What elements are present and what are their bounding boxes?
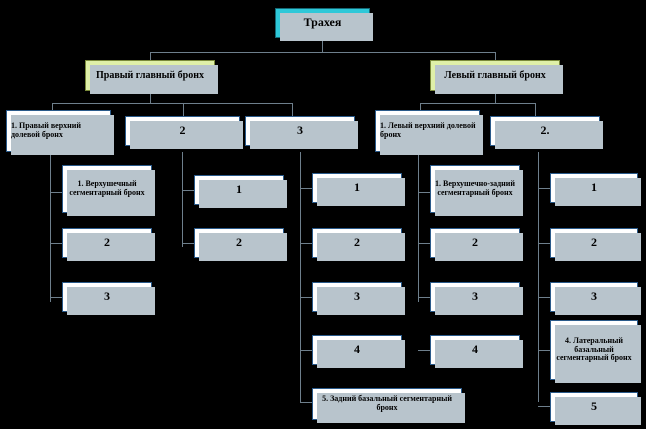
connector-r1-seg3 [50,297,62,298]
node-seg-r3-1-label: 1 [354,180,360,195]
node-seg-l1-3-label: 3 [472,289,478,304]
node-left-main-bronchus-label: Левый главный бронх [444,69,546,81]
node-seg-r3-3[interactable] [312,282,402,312]
connector-l2-seg2 [538,243,550,244]
connector-l1-seg3 [418,297,430,298]
node-seg-r3-5-label: 5. Задний базальный сегментарный бронх [322,394,452,412]
node-seg-r3-2[interactable] [312,228,402,258]
node-seg-l1-4[interactable] [430,335,520,365]
node-right-lobar-2-label: 2 [179,123,186,138]
node-trachea[interactable] [275,8,370,38]
node-seg-r2-2[interactable] [194,228,284,258]
connector-l1-seg4 [418,350,430,351]
connector-r3-spine [300,152,301,402]
node-seg-r3-4-label: 4 [354,342,360,357]
node-seg-l2-5-label: 5 [591,399,597,414]
connector-root-horizontal [150,52,495,53]
node-left-lobar-2[interactable] [490,116,600,146]
node-seg-r3-3-label: 3 [354,289,360,304]
node-right-lobar-1[interactable] [6,110,111,152]
node-right-lobar-3[interactable] [245,116,355,146]
node-seg-l2-3[interactable] [550,282,638,312]
connector-l2-seg1 [538,188,550,189]
connector-l1-seg1 [418,192,430,193]
node-seg-r2-1[interactable] [194,175,284,205]
node-seg-l2-4[interactable] [550,320,638,380]
connector-r2-seg1 [182,190,194,191]
connector-l2-seg5 [538,406,550,407]
node-seg-l1-2[interactable] [430,228,520,258]
connector-left-lobar-bus [420,103,535,104]
node-right-main-bronchus-label: Правый главный бронх [95,69,204,81]
node-seg-l2-1-label: 1 [591,180,597,195]
connector-r3-seg4 [300,350,312,351]
node-right-main-bronchus[interactable] [85,60,215,91]
connector-left-lobar-2 [535,103,536,117]
connector-r1-seg1 [50,192,62,193]
node-left-lobar-1[interactable] [375,110,480,152]
node-seg-l1-4-label: 4 [472,342,478,357]
node-seg-r3-1[interactable] [312,173,402,203]
node-seg-l1-2-label: 2 [472,235,478,250]
node-seg-l2-4-label: 4. Латеральный базальный сегментарный бронх [556,335,632,363]
node-seg-r3-5[interactable] [312,388,462,420]
connector-r1-seg2 [50,243,62,244]
node-right-lobar-1-label: 1. Правый верхний долевой бронх [11,121,81,139]
connector-r3-seg2 [300,243,312,244]
connector-right-lobar-3 [292,103,293,117]
node-left-main-bronchus[interactable] [430,60,560,91]
node-seg-r3-2-label: 2 [354,235,360,250]
node-seg-l2-1[interactable] [550,173,638,203]
connector-right-lobar-bus [52,103,292,104]
node-seg-r1-2[interactable] [62,228,152,258]
connector-r3-seg3 [300,297,312,298]
node-seg-l2-2-label: 2 [591,235,597,250]
node-seg-r1-1-label: 1. Верхушечный сегментарный бронх [69,179,145,197]
connector-l2-seg3 [538,297,550,298]
connector-l1-spine [418,152,419,302]
connector-r3-seg5 [300,402,312,403]
connector-right-lobar-2 [183,103,184,117]
node-seg-r1-3[interactable] [62,282,152,312]
node-seg-r3-4[interactable] [312,335,402,365]
connector-l1-seg2 [418,243,430,244]
connector-r3-seg1 [300,188,312,189]
node-seg-l1-3[interactable] [430,282,520,312]
node-seg-l1-1[interactable] [430,165,520,213]
connector-r2-seg2 [182,243,194,244]
node-seg-r1-2-label: 2 [104,235,110,250]
node-seg-l2-5[interactable] [550,392,638,422]
node-seg-r2-2-label: 2 [236,235,242,250]
node-seg-r1-1[interactable] [62,165,152,213]
node-seg-r2-1-label: 1 [236,182,242,197]
connector-l2-seg4 [538,350,550,351]
node-seg-l1-1-label: 1. Верхушечно-задний сегментарный бронх [434,179,515,197]
node-seg-l2-3-label: 3 [591,289,597,304]
node-seg-l2-2[interactable] [550,228,638,258]
connector-r1-spine [50,152,51,302]
node-seg-r1-3-label: 3 [104,289,110,304]
connector-l2-spine [538,152,539,402]
node-left-lobar-1-label: 1. Левый верхний долевой бронх [380,121,476,139]
connector-r2-spine [182,152,183,247]
node-right-lobar-3-label: 3 [297,123,303,138]
node-right-lobar-2[interactable] [125,116,240,146]
node-left-lobar-2-label: 2. [540,123,550,138]
node-trachea-label: Трахея [303,15,342,30]
